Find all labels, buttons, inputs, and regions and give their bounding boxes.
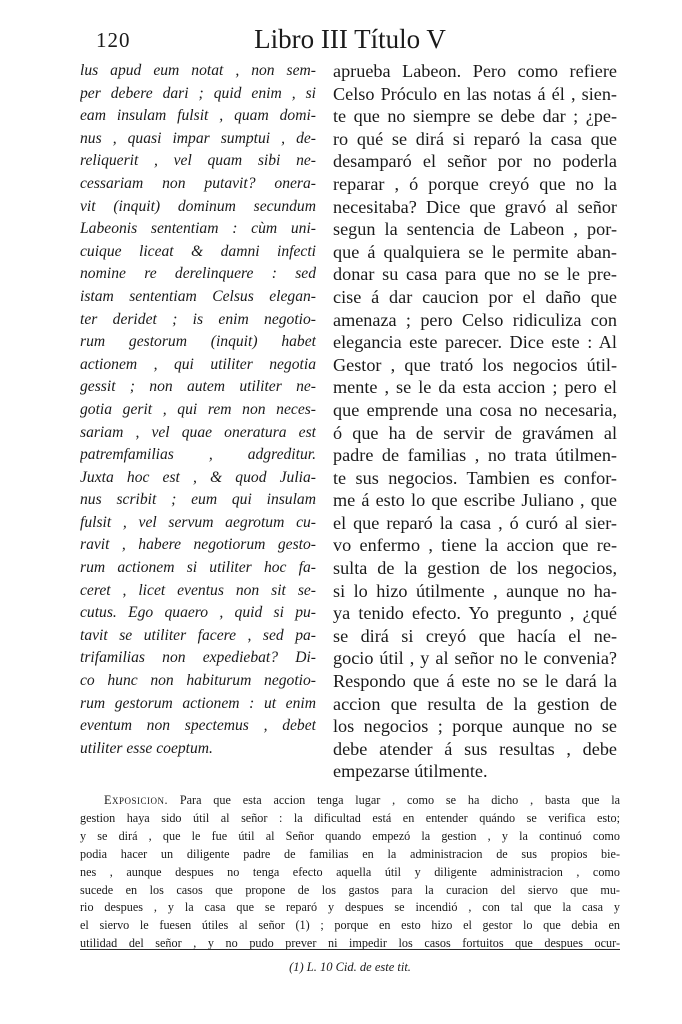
spanish-line: cise á dar caucion por el daño que [333, 286, 617, 307]
spanish-line: Respondo que á este no se le dará la [333, 671, 617, 692]
exposicion-first-line [80, 792, 620, 810]
latin-line: gotia gerit , qui rem non neces- [80, 400, 316, 418]
spanish-line: que emprende una cosa no necesaria, [333, 399, 617, 420]
spanish-line: si lo hizo útilmente , aunque no ha- [333, 580, 617, 601]
spanish-line: ó que ha de servir de gravámen al [333, 422, 617, 443]
exposicion-line: podia hacer un diligente padre de familias en la administracion de sus propios bie- [80, 846, 620, 861]
latin-line: per debere dari ; quid enim , si [80, 84, 316, 102]
spanish-line: sulta de la gestion de los negocios, [333, 558, 617, 579]
latin-line: eam insulam fulsit , quam domi- [80, 107, 316, 125]
latin-line: tavit se utiliter facere , sed pa- [80, 626, 316, 644]
latin-line: nus , quasi impar sumptui , de- [80, 129, 316, 147]
spanish-line: gocio útil , y al señor no le convenia? [333, 648, 617, 669]
spanish-line: vo enfermo , tiene la accion que re- [333, 535, 617, 556]
latin-line: rum actionem si utiliter hoc fa- [80, 559, 316, 577]
latin-line: rum gestorum (inquit) habet [80, 333, 316, 351]
spanish-line: te que no siempre se debe dar ; ¿pe- [333, 106, 617, 127]
exposicion-line: y se dirá , que le fue útil al Señor quando empezó la gestion , y la continuó como [80, 828, 620, 843]
spanish-line: que á qualquiera se le permite aban- [333, 241, 617, 262]
latin-line: istam sententiam Celsus elegan- [80, 287, 316, 305]
spanish-line: los negocios ; porque aunque no se [333, 716, 617, 737]
latin-line: eventum non spectemus , debet [80, 717, 316, 735]
spanish-line: se dirá si creyó que hacía el ne- [333, 625, 617, 646]
spanish-line: ya tenido efecto. Yo pregunto , ¿qué [333, 603, 617, 624]
page-number: 120 [96, 28, 131, 52]
spanish-line: debe atender á sus resultas , debe [333, 738, 617, 759]
latin-line: gessit ; non autem utiliter ne- [80, 378, 316, 396]
spanish-line: Gestor , que trató los negocios útil- [333, 354, 617, 375]
spanish-line: necesitaba? Dice que gravó al señor [333, 196, 617, 217]
latin-line: fulsit , vel servum aegrotum cu- [80, 513, 316, 531]
spanish-line: empezarse útilmente. [333, 761, 488, 782]
spanish-line: desamparó el señor por no poderla [333, 151, 617, 172]
latin-line: Labeonis sententiam : cùm uni- [80, 220, 316, 238]
latin-line: lus apud eum notat , non sem- [80, 62, 316, 79]
exposicion-line: utilidad del señor , y no pudo prever ni impedir los casos fortuitos que despues ocur- [80, 936, 620, 951]
latin-line: patremfamilias , adgreditur. [80, 446, 316, 464]
latin-line: ravit , habere negotiorum gesto- [80, 536, 316, 554]
exposicion-line: sucede en los casos que propone de los gastos para la curacion del siervo que mu- [80, 882, 620, 897]
latin-line: rum gestorum actionem : ut enim [80, 694, 316, 712]
latin-line: trifamilias non expediebat? Di- [80, 649, 316, 667]
spanish-line: reparar , ó porque creyó que no la [333, 173, 617, 194]
footnote-divider [80, 949, 620, 950]
spanish-line: el que reparó la casa , ó curó al sier- [333, 512, 617, 533]
running-title: Libro III Título V [254, 24, 446, 54]
latin-line: nus scribit ; eum qui insulam [80, 491, 316, 509]
spanish-text-column [333, 60, 617, 783]
spanish-line: segun la sentencia de Labeon , por- [333, 219, 617, 240]
spanish-line: me á esto lo que escribe Juliano , que [333, 490, 617, 511]
latin-text-column [80, 60, 316, 760]
spanish-line: padre de familias , no trata útilmen- [333, 445, 617, 466]
latin-line: reliquerit , vel quam sibi ne- [80, 152, 316, 170]
exposicion-line: nes , aunque despues no tenga efecto aquella útil y diligente administracion , como [80, 864, 620, 879]
latin-line: Juxta hoc est , & quod Julia- [80, 468, 316, 486]
spanish-line: te sus negocios. Tambien es confor- [333, 467, 617, 488]
latin-line: cuique liceat & damni infecti [80, 242, 316, 260]
latin-line: nomine re derelinquere : sed [80, 265, 316, 283]
exposicion-line: el siervo le fuesen útiles al señor (1) ; porque en esto hizo el gestor lo que debia en [80, 918, 620, 933]
latin-line: cutus. Ego quaero , quid si pu- [80, 604, 316, 622]
exposicion-heading: Exposicion. [104, 793, 168, 807]
spanish-line: Celso Próculo en las notas á él , sien- [333, 83, 617, 104]
spanish-line: accion que resulta de la gestion de [333, 693, 617, 714]
exposicion-first-line-text: Para que esta accion tenga lugar , como se ha dicho , basta que la [179, 793, 620, 807]
spanish-line: donar su casa para que no se le pre- [333, 264, 617, 285]
latin-line: cessariam non putavit? onera- [80, 174, 316, 192]
exposicion-line: rio despues , y la casa que se reparó y despues se incendió , con tal que la casa y [80, 900, 620, 915]
spanish-line: elegancia este parecer. Dice este : Al [333, 332, 617, 353]
latin-line: vit (inquit) dominum secundum [80, 197, 316, 215]
exposicion-commentary [80, 792, 620, 953]
latin-line: co hunc non habiturum negotio- [80, 672, 316, 690]
spanish-line: aprueba Labeon. Pero como refiere [333, 61, 617, 81]
footnote: (1) L. 10 Cid. de este tit. [289, 960, 411, 974]
latin-line: utiliter esse coeptum. [80, 739, 213, 757]
exposicion-line: gestion haya sido útil al señor : la dificultad está en entender quándo se verifica esto; [80, 810, 620, 825]
spanish-line: mente , se le da esta accion ; pero el [333, 377, 617, 398]
latin-line: actionem , qui utiliter negotia [80, 355, 316, 373]
page-header [80, 22, 620, 56]
spanish-line: ro qué se dirá si reparó la casa que [333, 128, 617, 149]
spanish-line: amenaza ; pero Celso ridiculiza con [333, 309, 617, 330]
latin-line: sariam , vel quae oneratura est [80, 423, 316, 441]
latin-line: ter deridet ; is enim negotio- [80, 310, 316, 328]
latin-line: ceret , licet eventus non sit se- [80, 581, 316, 599]
